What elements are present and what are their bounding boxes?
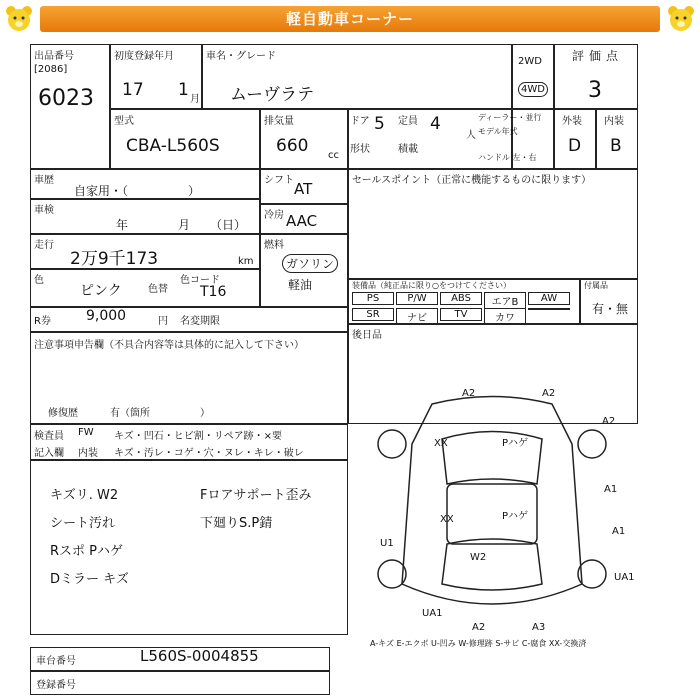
rating-label: 評価点 xyxy=(572,49,624,63)
equipment-item: エアB xyxy=(484,292,526,309)
equipment-item: SR xyxy=(352,308,394,321)
handwritten-note: Rスポ Pハゲ xyxy=(50,544,124,559)
model-type: CBA-L560S xyxy=(126,136,220,156)
check-fw-items: キズ・凹石・ヒビ割・リペア跡・×要 xyxy=(114,431,282,442)
km-unit: km xyxy=(238,256,254,267)
yen-unit: 円 xyxy=(158,316,168,327)
mileage-label: 走行 xyxy=(34,240,54,251)
load-label: 積載 xyxy=(398,144,418,155)
mileage-value: 2万9千173 xyxy=(70,249,159,269)
seats-value: 4 xyxy=(430,114,441,134)
option-value: 有・無 xyxy=(592,302,629,316)
ac-label: 冷房 xyxy=(264,210,284,221)
insp-month: 月 xyxy=(178,218,191,232)
color-label: 色 xyxy=(34,275,44,286)
month-unit: 月 xyxy=(190,94,200,105)
chassis-label: 車台番号 xyxy=(36,656,76,667)
option-label: 付属品 xyxy=(584,281,608,290)
record-label: 記入欄 xyxy=(34,448,64,459)
reg-year: 17 xyxy=(122,80,144,100)
damage-mark: Pハゲ xyxy=(502,511,529,522)
inspection-label: 車検 xyxy=(34,205,54,216)
disp-label: 排気量 xyxy=(264,116,294,127)
ac-value: AAC xyxy=(286,212,318,230)
wheel-rear-right xyxy=(578,560,606,588)
cc-unit: cc xyxy=(328,150,339,161)
damage-mark: UA1 xyxy=(614,572,635,583)
equipment-item: P/W xyxy=(396,292,438,305)
equipment-item: ABS xyxy=(440,292,482,305)
notes-label: 注意事項申告欄（不具合内容等は具体的に記入して下さい） xyxy=(34,340,304,351)
equipment-item: カワ xyxy=(484,308,526,325)
plate-label: 登録番号 xyxy=(36,680,76,691)
equipment-item: AW xyxy=(528,292,570,305)
history-value: 自家用・（ ） xyxy=(74,184,201,198)
repair-value: 有（箇所 ） xyxy=(110,408,210,419)
equipment-label: 装備品（純正品に限り○をつけてください） xyxy=(352,281,511,290)
doors-label: ドア xyxy=(350,116,370,127)
damage-mark: U1 xyxy=(380,538,394,549)
sales-label: セールスポイント（正常に機能するものに限ります） xyxy=(352,175,592,186)
int-label: 内装 xyxy=(604,116,624,127)
rear-window xyxy=(442,539,542,590)
wheel-front-right xyxy=(578,430,606,458)
coloradj-label: 色替 xyxy=(148,284,168,295)
damage-mark: A2 xyxy=(602,416,616,427)
drive-box xyxy=(512,44,554,109)
fuel-diesel: 軽油 xyxy=(288,278,313,292)
displacement: 660 xyxy=(276,136,309,156)
car-body-outline xyxy=(402,397,582,605)
rating-value: 3 xyxy=(588,78,602,103)
wheel-rear-left xyxy=(378,560,406,588)
damage-mark: A2 xyxy=(462,388,476,399)
damage-mark: XX xyxy=(434,438,448,449)
type-label: 型式 xyxy=(114,116,134,127)
interior-grade: B xyxy=(610,136,622,156)
drive-4wd: 4WD xyxy=(518,82,548,97)
name-change-label: 名変期限 xyxy=(180,316,220,327)
insp-year: 年 xyxy=(116,218,129,232)
handwritten-note: Fロアサポート歪み xyxy=(200,488,312,503)
shift-label: シフト xyxy=(264,175,294,186)
damage-mark: Pハゲ xyxy=(502,438,529,449)
color-code: T16 xyxy=(200,284,227,300)
handwritten-note: シート汚れ xyxy=(50,516,116,531)
damage-mark: W2 xyxy=(470,552,487,563)
handwritten-note: キズリ. W2 xyxy=(50,488,119,503)
handwritten-note: 下廻りS.P錆 xyxy=(200,516,273,531)
check-interior: 内装 xyxy=(78,448,98,459)
history-label: 車歴 xyxy=(34,175,54,186)
check-fw: FW xyxy=(78,427,94,438)
color-value: ピンク xyxy=(80,283,122,299)
damage-mark: A1 xyxy=(604,484,618,495)
chassis-number: L560S-0004855 xyxy=(140,647,259,665)
lot-number: 6023 xyxy=(38,86,94,111)
repair-label: 修復歴 xyxy=(48,408,78,419)
equipment-item: ナビ xyxy=(396,308,438,325)
bear-logo-icon xyxy=(666,4,696,34)
doors-value: 5 xyxy=(374,114,385,134)
lot-sub: [2086] xyxy=(34,64,68,75)
header xyxy=(0,0,700,40)
damage-mark: UA1 xyxy=(422,608,443,619)
reg-month: 1 xyxy=(178,80,189,100)
lot-label: 出品番号 xyxy=(34,51,74,62)
insp-day: （日） xyxy=(210,218,247,232)
model-year-label: モデル年式 xyxy=(478,127,518,136)
handle-label: ハンドル 左・右 xyxy=(478,153,537,162)
check-label: 検査員 xyxy=(34,431,64,442)
handwritten-note: Dミラー キズ xyxy=(50,572,129,587)
first-reg-label: 初度登録年月 xyxy=(114,51,174,62)
damage-mark: A1 xyxy=(612,526,626,537)
shape-label: 形状 xyxy=(350,144,370,155)
model-label: 車名・グレード xyxy=(206,51,276,62)
fuel-gasoline: ガソリン xyxy=(282,254,338,273)
drive-2wd: 2WD xyxy=(518,56,542,67)
legend: A-キズ E-エクボ U-凹み W-修理跡 S-サビ C-腐食 XX-交換済 xyxy=(370,639,587,648)
damage-mark: A3 xyxy=(532,622,546,633)
dealer-label: ディーラー・並行 xyxy=(478,113,542,122)
recycle-value: 9,000 xyxy=(86,308,127,324)
equipment-item: TV xyxy=(440,308,482,321)
exterior-grade: D xyxy=(568,136,582,156)
page-title: 軽自動車コーナー xyxy=(40,6,660,32)
equipment-item xyxy=(528,308,570,310)
model-name: ムーヴラテ xyxy=(230,85,315,105)
car-diagram xyxy=(352,384,635,634)
seats-unit: 人 xyxy=(466,130,476,141)
recycle-label: R券 xyxy=(34,316,51,327)
auction-sheet xyxy=(30,44,640,694)
bear-logo-icon xyxy=(4,4,34,34)
rear-label: 後日品 xyxy=(352,330,382,341)
damage-mark: XX xyxy=(440,514,454,525)
shift-value: AT xyxy=(294,180,313,198)
wheel-front-left xyxy=(378,430,406,458)
damage-mark: A2 xyxy=(472,622,486,633)
seats-label: 定員 xyxy=(398,116,418,127)
colorcode-label: 色コード xyxy=(180,275,220,286)
equipment-item: PS xyxy=(352,292,394,305)
fuel-label: 燃料 xyxy=(264,240,284,251)
damage-mark: A2 xyxy=(542,388,556,399)
check-interior-items: キズ・汚レ・コゲ・穴・ヌレ・キレ・破レ xyxy=(114,448,304,459)
ext-label: 外装 xyxy=(562,116,582,127)
